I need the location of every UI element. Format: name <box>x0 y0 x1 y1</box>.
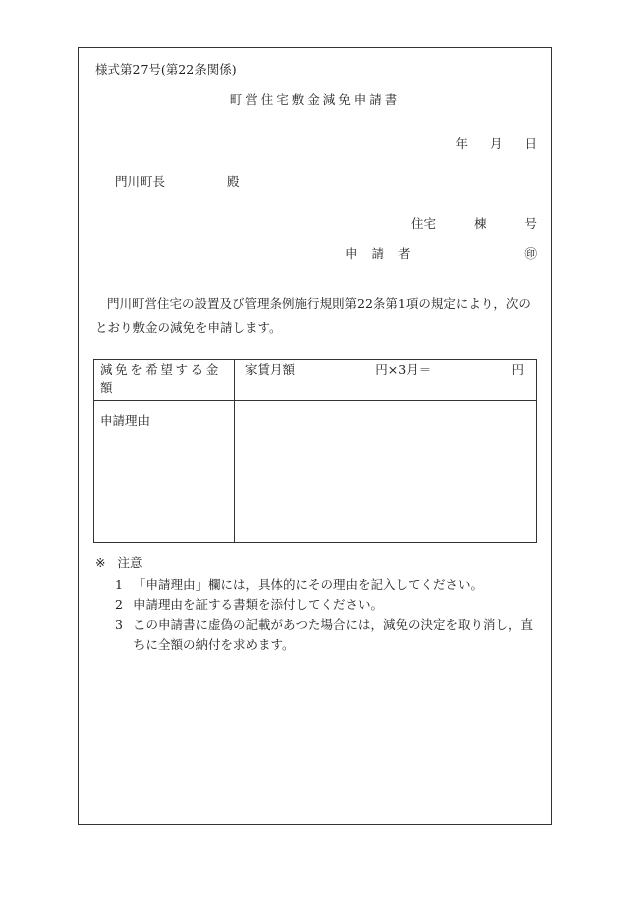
reason-label: 申請理由 <box>94 401 235 543</box>
note-text: 「申請理由」欄には，具体的にその理由を記入してください。 <box>133 577 484 592</box>
date-line <box>455 136 537 152</box>
note-item <box>95 575 541 595</box>
date-year-label: 年 <box>455 136 468 151</box>
application-table <box>93 359 537 543</box>
amount-row <box>94 360 537 401</box>
amount-label: 減免を希望する金額 <box>94 360 235 401</box>
note-number: 1 <box>115 577 123 592</box>
house-label: 住宅 <box>410 216 436 231</box>
form-frame <box>78 47 552 825</box>
note-item <box>95 615 541 655</box>
seal-mark: ㊞ <box>524 246 537 261</box>
reason-cell[interactable] <box>235 401 537 543</box>
applicant-label: 申請者 <box>344 246 425 261</box>
notes-heading-text: 注意 <box>117 555 143 570</box>
reason-row <box>94 401 537 543</box>
rent-label: 家賃月額 <box>245 362 296 377</box>
note-number: 3 <box>115 617 123 632</box>
notes-heading <box>95 553 541 573</box>
note-item <box>95 595 541 615</box>
addressee: 門川町長 <box>115 174 166 189</box>
body-text: 門川町営住宅の設置及び管理条例施行規則第22条第1項の規定により，次のとおり敷金の減免を申請します。 <box>95 296 531 335</box>
addressee-line <box>115 174 240 190</box>
date-day-label: 日 <box>524 136 537 151</box>
note-text: 申請理由を証する書類を添付してください。 <box>133 597 384 612</box>
unit-label: 号 <box>524 216 537 231</box>
yen-label: 円 <box>511 362 524 377</box>
house-line <box>411 216 537 232</box>
date-month-label: 月 <box>489 136 503 151</box>
applicant-line <box>345 246 537 262</box>
note-number: 2 <box>115 597 123 612</box>
honorific: 殿 <box>227 174 240 189</box>
form-title: 町営住宅敷金減免申請書 <box>229 92 401 107</box>
notes-section <box>95 553 541 655</box>
form-number: 様式第27号(第22条関係) <box>95 62 237 77</box>
rent-formula: 円×3月＝ <box>375 362 432 377</box>
building-label: 棟 <box>473 216 487 231</box>
amount-cell[interactable] <box>235 360 537 401</box>
note-mark: ※ <box>95 555 106 570</box>
note-text: この申請書に虚偽の記載があつた場合には，減免の決定を取り消し，直ちに全額の納付を求めます。 <box>133 617 534 652</box>
